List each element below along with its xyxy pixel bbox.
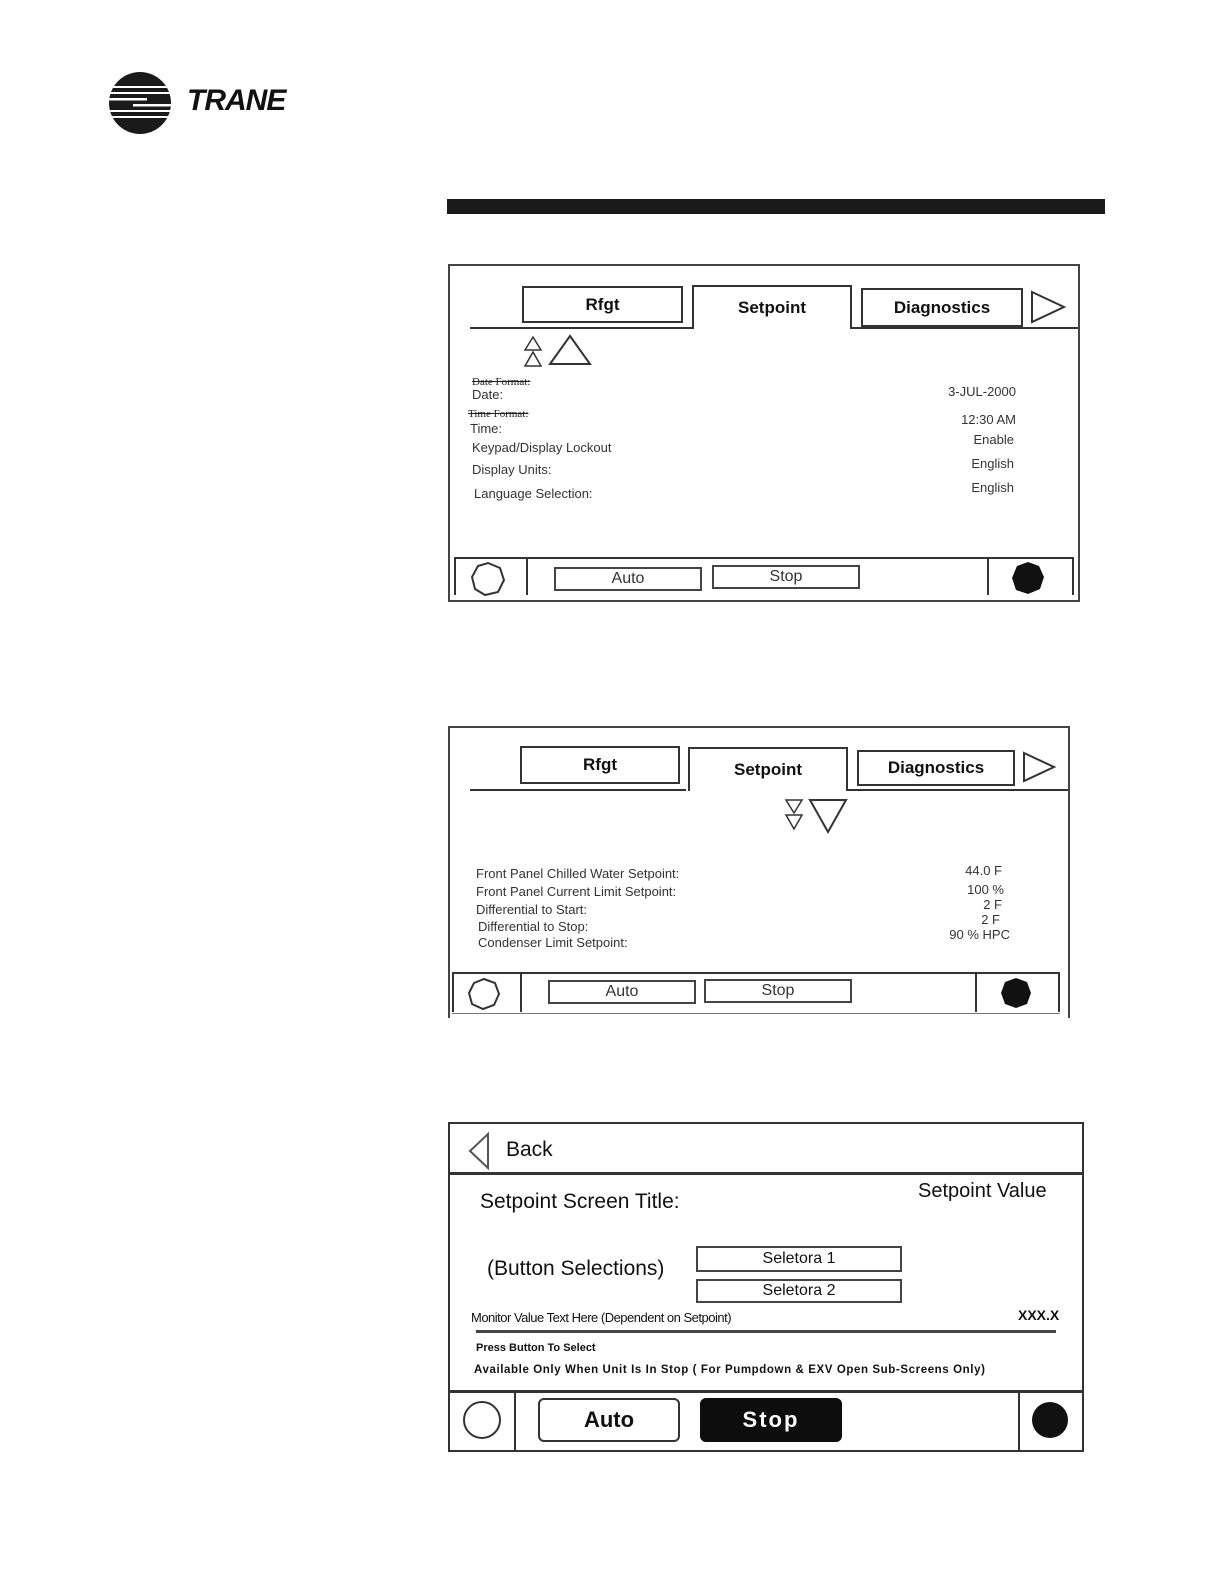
stop-button-3[interactable]: Stop [700, 1398, 842, 1442]
selector-1-button[interactable]: Seletora 1 [696, 1246, 902, 1272]
time-value[interactable]: 12:30 AM [961, 412, 1016, 427]
tab-diagnostics[interactable]: Diagnostics [861, 288, 1023, 327]
current-limit-setpoint-value[interactable]: 100 % [967, 882, 1004, 897]
keypad-lockout-value[interactable]: Enable [973, 432, 1014, 447]
language-value[interactable]: English [971, 480, 1014, 495]
tab-setpoint-2[interactable]: Setpoint [688, 747, 848, 791]
setpoint-screen-title: Setpoint Screen Title: [480, 1190, 680, 1213]
screen-setpoint-template [448, 1122, 1084, 1452]
current-limit-setpoint-label: Front Panel Current Limit Setpoint: [476, 884, 677, 899]
trane-wordmark: TRANE [187, 84, 286, 117]
alarm-circle-icon[interactable] [1030, 1400, 1070, 1440]
tab-setpoint[interactable]: Setpoint [692, 285, 852, 329]
trane-logo [107, 70, 307, 136]
chilled-water-setpoint-value[interactable]: 44.0 F [965, 863, 1002, 878]
home-icon[interactable] [470, 561, 506, 597]
availability-note: Available Only When Unit Is In Stop ( For Pumpdown & EXV Open Sub-Screens Only) [474, 1364, 986, 1376]
next-tab-icon[interactable] [1030, 290, 1066, 324]
monitor-value: XXX.X [1018, 1307, 1060, 1323]
time-format-strike: Time Format: [468, 408, 529, 420]
differential-stop-label: Differential to Stop: [478, 919, 589, 934]
page-top-icon[interactable] [523, 336, 543, 370]
keypad-lockout-label: Keypad/Display Lockout [472, 440, 612, 455]
selector-2-button[interactable]: Seletora 2 [696, 1279, 902, 1303]
alarm-icon[interactable] [1011, 561, 1045, 595]
trane-logo-mark-icon [107, 70, 173, 136]
chilled-water-setpoint-label: Front Panel Chilled Water Setpoint: [476, 866, 680, 881]
display-units-value[interactable]: English [971, 456, 1014, 471]
back-arrow-icon[interactable] [468, 1132, 492, 1170]
header-rule [447, 199, 1105, 214]
setpoint-value[interactable]: Setpoint Value [918, 1180, 1047, 1202]
differential-stop-value[interactable]: 2 F [981, 912, 1000, 927]
monitor-value-text: Monitor Value Text Here (Dependent on Setpoint) [471, 1310, 732, 1325]
time-label: Time: [470, 421, 503, 436]
stop-button-2[interactable]: Stop [704, 979, 852, 1003]
differential-start-value[interactable]: 2 F [983, 897, 1002, 912]
auto-button[interactable]: Auto [554, 567, 702, 591]
button-selections-label: (Button Selections) [487, 1257, 665, 1280]
screen-setpoints [448, 726, 1070, 1018]
scroll-up-icon[interactable] [548, 334, 592, 366]
differential-start-label: Differential to Start: [476, 902, 588, 917]
language-label: Language Selection: [474, 486, 593, 501]
alarm-icon-2[interactable] [1000, 977, 1032, 1009]
page-bottom-icon[interactable] [784, 798, 804, 832]
tab-diagnostics-2[interactable]: Diagnostics [857, 750, 1015, 786]
date-value[interactable]: 3-JUL-2000 [948, 384, 1016, 399]
screen-date-time [448, 264, 1080, 602]
press-button-text: Press Button To Select [476, 1342, 596, 1354]
display-units-label: Display Units: [472, 462, 552, 477]
home-circle-icon[interactable] [462, 1400, 502, 1440]
tab-rfgt-2[interactable]: Rfgt [520, 746, 680, 784]
stop-button[interactable]: Stop [712, 565, 860, 589]
tab-rfgt[interactable]: Rfgt [522, 286, 683, 323]
next-tab-icon-2[interactable] [1022, 751, 1056, 783]
back-button[interactable]: Back [506, 1138, 553, 1161]
auto-button-2[interactable]: Auto [548, 980, 696, 1004]
condenser-limit-value[interactable]: 90 % HPC [949, 927, 1010, 942]
home-icon-2[interactable] [468, 978, 500, 1010]
condenser-limit-label: Condenser Limit Setpoint: [478, 935, 628, 950]
scroll-down-icon[interactable] [808, 798, 848, 834]
auto-button-3[interactable]: Auto [538, 1398, 680, 1442]
date-label: Date: [472, 387, 504, 402]
date-format-strike: Date Format: [472, 376, 531, 388]
